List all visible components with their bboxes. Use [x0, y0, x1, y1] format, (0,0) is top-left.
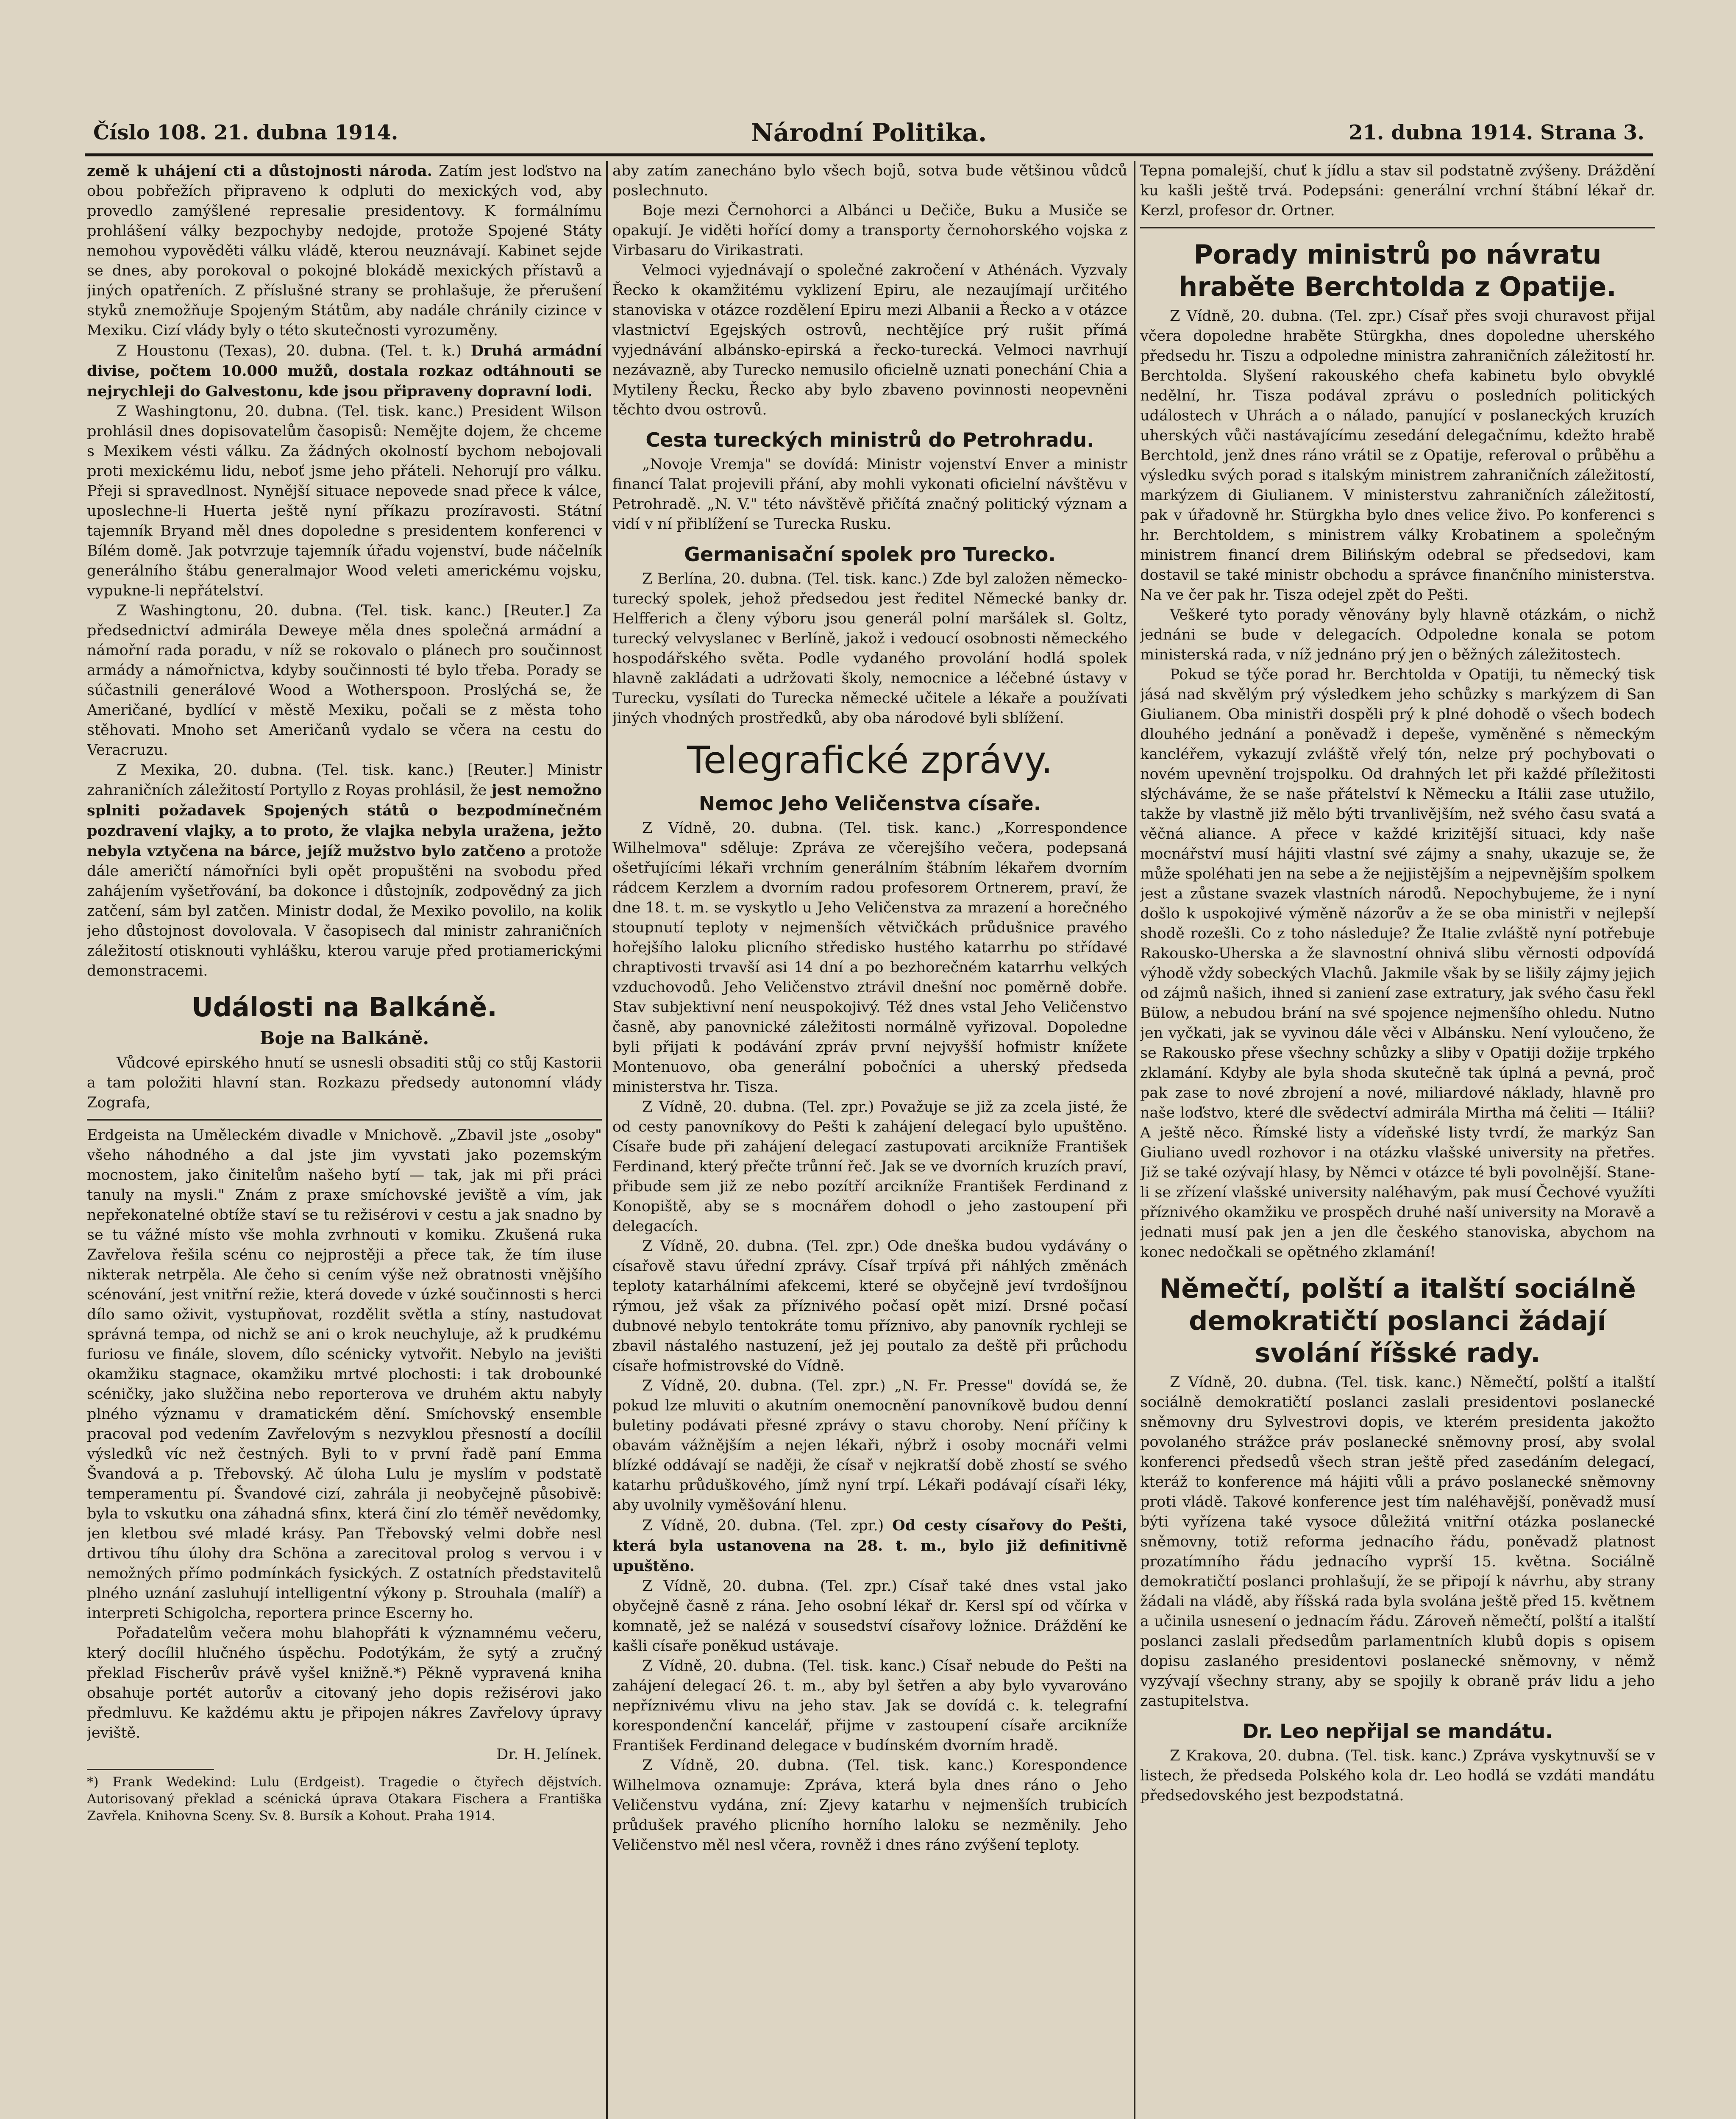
article-paragraph: Pokud se týče porad hr. Berchtolda v Opatiji, tu německý tisk jásá nad skvělým prý výsledkem jeho schůzky s markýzem di San Giulianem. Oba ministři dospěli prý k plné dohodě o všech bodech dlouhého jednání a poněvadž i depeše, vyměněné s německým kancléřem, vykazují zvláště vřelý tón, nelze prý pochybovati o novém upevnění trojspolku. Od drahných let při každé příležitosti slýcháváme, že se naše přátelství k Německu a Itálii zase utužilo, takže by vlastně již mělo býti trvanlivějším, než svého času svatá a věčná aliance. A přece v každé krizitější situaci, kdy naše mocnářství musí hájiti vlastní své zájmy a snahy, ukazuje se, že může spoléhati jen na sebe a že nejjistějším a nejpevnějším spolkem jest a zůstane svazek vlastních národů. Nepochybujeme, že i nyní došlo k uspokojivé výměně názorův a že se oba ministři v nejlepší shodě rozešli. Co z toho následuje? Že Italie zvláště nyní potřebuje Rakousko-Uherska a že slavnostní ohnivá slibu věrnosti odpovídá výhodě vždy sobeckých Vlachů. Jakmile však by se lišily zájmy jejich od zájmů našich, ihned si zaniení zase extratury, jak svého času řekl Bülow, a nebudou brání na své spojence nejmenšího ohledu. Nutno jen vyčkati, jak se vyvinou dále věci v Albánsku. Není vyloučeno, že se Rakousko přese všechny schůzky a sliby v Opatiji dožije trpkého zklamání. Kdyby ale byla shoda skutečně tak úplná a pevná, proč pak zase to nové zbrojení a nové, miliardové náklady, hlavně pro naše loďstvo, které dle svědectví admirála Mirtha má čeliti — Itálii? A ještě něco. Římské listy a vídeňské listy tvrdí, že markýz San Giuliano uvedl rozhovor i na otázku vlašské university na přetřes. Již se také ozývají hlasy, by Němci v otázce té byli povolnější. Stane-li se zřízení vlašské university naléhavým, pak musí Čechové využíti příznivého okamžiku ve prospěch druhé naší university na Moravě a jednati musí pak jen a jen dle českého stanoviska, abychom na konec nedočkali se opětného zklamání!: [1140, 666, 1655, 1261]
column-3: [1140, 161, 1655, 2119]
feuilleton-rule: [87, 1119, 602, 1121]
header-rule: [85, 153, 1653, 156]
article-paragraph: země k uhájení cti a důstojnosti národa. Zatím jest loďstvo na obou pobřežích připraveno k odpluti do mexických vod, aby provedlo zamýšlené represalie presidentovy. K formálnímu prohlášení války bezpochyby nedojde, protože Spojené Státy nemohou vypověděti válku vládě, kterou neuznávají. Kabinet sejde se dnes, aby porokoval o pokojné blokádě mexických přístavů a jiných opatřeních. Z příslušné strany se prohlašuje, že přerušení styků znemožňuje Spojeným Státům, aby nadále chránily cizince v Mexiku. Cizí vlády byly o této skutečnosti vyrozuměny.: [87, 162, 602, 339]
telegram-heading: Telegrafické zprávy.: [687, 738, 1053, 782]
masthead-title: Národní Politika.: [751, 118, 987, 147]
article-paragraph: aby zatím zanecháno bylo všech bojů, sotva bude většinou vůdců poslechnuto.: [612, 162, 1127, 199]
article-paragraph: Z Vídně, 20. dubna. (Tel. zpr.) Císař také dnes vstal jako obyčejně časně z rána. Jeho osobní lékař dr. Kersl spí od včírka v komnatě, jež se nalézá v sousedství císařovy ložnice. Dráždění ke kašli císaře poněkud ustávaje.: [612, 1578, 1127, 1655]
page-header: [85, 118, 1653, 150]
footnote: *) Frank Wedekind: Lulu (Erdgeist). Tragedie o čtyřech dějstvích. Autorisovaný překlad a scénická úprava Otakara Fischera a Františka Zavřela. Knihovna Sceny. Sv. 8. Bursík a Kohout. Praha 1914.: [87, 1774, 602, 1824]
column-divider: [606, 161, 608, 2119]
article-paragraph: Boje mezi Černohorci a Albánci u Dečiče, Buku a Musiče se opakují. Je viděti hořící domy a transporty černohorského vojska z Virbasaru do Virikastrati.: [612, 202, 1127, 259]
footnote-rule: [87, 1769, 214, 1770]
article-paragraph: Tepna pomalejší, chuť k jídlu a stav sil podstatně zvýšeny. Dráždění ku kašli ještě trvá. Podepsáni: generální vrchní štábní lékař dr. Kerzl, profesor dr. Ortner.: [1140, 162, 1655, 219]
article-paragraph: Z Vídně, 20. dubna. (Tel. tisk. kanc.) Korespondence Wilhelmova oznamuje: Zpráva, která byla dnes ráno o Jeho Veličenstvu vydána, zní: Zjevy katarhu v nejmenších trubicích průdušek pravého plicního horního laloku se nezměnily. Jeho Veličenstvo měl nesl včera, rovněž i dnes ráno zvýšení teploty.: [612, 1757, 1127, 1854]
article-paragraph: „Novoje Vremja" se dovídá: Ministr vojenství Enver a ministr financí Talat projevili přání, aby mohli vykonati oficielní návštěvu v Petrohradě. „N. V." této návštěvě přičítá značný politický význam a vidí v ní přiblížení se Turecka Rusku.: [612, 456, 1127, 533]
article-paragraph: Z Vídně, 20. dubna. (Tel. tisk. kanc.) „Korrespondence Wilhelmova" sděluje: Zpráva ze včerejšího večera, podepsaná ošetřujícími lékaři vrchním generálním štábním lékařem dvorním rádcem Kerzlem a dvorním radou profesorem Ortnerem, praví, že dne 18. t. m. se vyskytlo u Jeho Veličenstva za mrazení a horečného stoupnutí teploty v nejmenších větvičkách průdušnice pravého hořejšího laloku plicního středisko hustého katarrhu po střídavé chraptivosti trvavší asi 14 dní a po bezhorečném katarrhu velkých vzduchovodů. Jeho Veličenstvo ztrávil dnešní noc poměrně dobře. Stav subjektivní není neuspokojivý. Též dnes vstal Jeho Veličenstvo časně, aby panovnické záležitosti normálně vyřizoval. Dopoledne byli přijati k podávání zpráv první nejvyšší hofmistr knížete Montenuovo, oba generální pobočníci a uherský předseda ministerstva hr. Tisza.: [612, 820, 1127, 1096]
section-heading: Němečtí, polští a italští sociálně demokratičtí poslanci žádají svolání říšské rady.: [1159, 1273, 1636, 1368]
column-divider: [1134, 161, 1135, 2119]
column-2: [612, 161, 1127, 2119]
article-paragraph: Z Vídně, 20. dubna. (Tel. zpr.) Císař přes svoji churavost přijal včera dopoledne hraběte Stürgkha, dnes dopoledne uherského předsedu hr. Tiszu a odpoledne ministra zahraničních záležitostí hr. Berchtolda. Slyšení rakouského chefa kabinetu bylo obvyklé nedělní, hr. Tisza podával zprávu o posledních politických událostech v Uhrách a o nálado, panující v poslaneckých kruzích uherských vůči nastávajícímu zesedání delegačnímu, kdežto hrabě Berchtold, jenž dnes ráno vrátil se z Opatije, referoval o průběhu a výsledku svých porad s italským ministrem zahraničních záležitostí, markýzem di Giulianem. V ministerstvu zahraničních záležitostí, pak v úřadovně hr. Stürgkha bylo dnes velice živo. Po konferenci s hr. Berchtoldem, s ministrem války Krobatinem a společným ministrem financí drem Bilińským odebral se předsedovi, kam dostavil se také ministr obchodu a správce finančního ministerstva. Na ve čer pak hr. Tisza odejel zpět do Pešti.: [1140, 308, 1655, 603]
article-paragraph: Veškeré tyto porady věnovány byly hlavně otázkám, o nichž jednáni se bude v delegacích. Odpoledne konala se potom ministerská rada, v níž jednáno prý jen o běžných záležitostech.: [1140, 606, 1655, 663]
date-page: 21. dubna 1914. Strana 3.: [1348, 121, 1644, 145]
section-heading: Události na Balkáně.: [192, 992, 497, 1023]
article-paragraph: Z Vídně, 20. dubna. (Tel. zpr.) Od cesty císařovy do Pešti, která byla ustanovena na 28. t. m., bylo již definitivně upuštěno.: [612, 1517, 1127, 1575]
article-paragraph: Z Washingtonu, 20. dubna. (Tel. tisk. kanc.) President Wilson prohlásil dnes dopisovatelům časopisů: Nemějte dojem, že chceme s Mexikem vésti válku. Za žádných okolností bychom nebojovali proti mexickému lidu, neboť jsme jeho přáteli. Nehorují pro válku. Přeji si spravedlnost. Nynější situace nepovede snad přece k válce, uposlechne-li Huerta ještě nyní příkazu prozíravosti. Státní tajemník Bryand měl dnes dopoledne s presidentem konferenci v Bílém domě. Jak potvrzuje tajemník úřadu vojenství, bude náčelník generálního štábu generalmajor Wood veleti americkému vojsku, vypukne-li nepřátelství.: [87, 403, 602, 599]
feuilleton-paragraph: Pořadatelům večera mohu blahopřáti k významnému večeru, který docílil hlučného úspěchu. Podotýkám, že sytý a zručný překlad Fischerův právě vyšel knižně.*) Pěkně vypravená kniha obsahuje portét autorův a citovaný jeho dopis režisérovi jako předmluvu. Ke každému aktu je připojen nákres Zavřelovy úpravy jeviště.: [87, 1625, 602, 1741]
feuilleton-paragraph: Erdgeista na Uměleckém divadle v Mnichově. „Zbavil jste „osoby" všeho náhodného a dal jste jim vyvstati jako pozemským mocnostem, jako činitelům našeho bytí — tak, jak mi při práci tanuly na mysli." Znám z praxe smíchovské jeviště a vím, jak nepřekonatelné obtíže staví se tu režisérovi v cestu a jak snadno by se tu vážné místo vše mohla zvrhnouti v komiku. Zkušená ruka Zavřelova řešila scénu co nejprostěji a přece tak, že tím iluse nikterak netrpěla. Ale čeho si cením výše než obratnosti vnějšího scénování, jest vnitřní režie, která dovede v úzké součinnosti s herci dílo samo oživit, vystupňovat, rozdělit světla a stíny, nastudovat správná tempa, od nichž se ani o krok neuchyluje, až k prudkému furiosu ve finále, slovem, dílo scénicky vytvořit. Nebylo na jevišti okamžiku stagnace, okamžiku mrtvé plochosti: i tak drobounké scéničky, jako služčina nebo reporterova ve druhém aktu nabyly plného významu v dramatickém dění. Smíchovský ensemble pracoval pod vedením Zavřelovým s nezvyklou přesností a docílil výsledků víc než čestných. Byli to v první řadě paní Emma Švandová a p. Třebovský. Ač úloha Lulu je myslím v podstatě temperamentu pí. Švandové cizí, zahrála ji neobyčejně působivě: byla to vskutku ona záhadná sfinx, která činí zlo téměř nevědomky, jen kletbou své mladé krásy. Pan Třebovský velmi dobře nesl drtivou tíhu úlohy dra Schöna a zarecitoval prolog s vervou i v nemožných přímo podmínkách fysických. Z ostatních představitelů plného uznání zasluhují intelligentní výkony p. Strouhala (malíř) a interpreti Schigolcha, reportera prince Escerny ho.: [87, 1127, 602, 1622]
section-subheading: Boje na Balkáně.: [259, 1028, 429, 1048]
article-paragraph: Velmoci vyjednávají o společné zakročení v Athénách. Vyzvaly Řecko k okamžitému vyklizení Epiru, ale nezaujímají určitého stanoviska v otázce rozdělení Epiru mezi Albanii a Řecko a v otázce vlastnictví Egejských ostrovů, nechtějíce prý rušit přímá vyjednávání albánsko-epirská a řecko-turecká. Velmoci navrhují nezávazně, aby Turecko nemusilo oficielně uznati ponechání Chia a Mytileny Řecku, Řecko aby bylo zbaveno povinnosti neopevněni těchto dvou ostrovů.: [612, 262, 1127, 418]
article-paragraph: Vůdcové epirského hnutí se usnesli obsaditi stůj co stůj Kastorii a tam položiti hlavní stan. Rozkazu předsedy autonomní vlády Zografa,: [87, 1054, 602, 1111]
article-paragraph: Z Vídně, 20. dubna. (Tel. tisk. kanc.) Němečtí, polští a italští sociálně demokratičtí poslanci zaslali presidentovi poslanecké sněmovny dru Sylvestrovi dopis, ve kterém presidenta jakožto povolaného strážce práv poslanecké sněmovny prosí, aby svolal konferenci předsedů všech stran ještě před zasedáním delegací, kteráž to konference má hájiti vůli a právo poslanecké sněmovny proti vládě. Takové konference jest tím naléhavější, poněvadž musí býti vyřízena také vysoce důležitá vnitřní otázka poslanecké sněmovny, totiž reforma jednacího řádu, poněvadž platnost prozatímního řádu jednacího vyprší 15. května. Sociálně demokratičtí poslanci prohlašují, že se připojí k návrhu, aby strany žádali na vládě, aby říšská rada byla svolána ještě před 15. květnem a učinila usnesení o jednacím řádu. Zároveň němečtí, polští a italští poslanci zaslali předsedům parlamentních klubů dopis s opisem dopisu zaslaného presidentovi poslanecké sněmovny, v němž vyzývají všechny strany, aby se spojily k obraně práv lidu a jeho zastupitelstva.: [1140, 1374, 1655, 1710]
article-paragraph: Z Vídně, 20. dubna. (Tel. tisk. kanc.) Císař nebude do Pešti na zahájení delegací 26. t. m., aby byl šetřen a aby bylo vyvarováno nepříznivému vlivu na jeho stav. Jak se dovídá c. k. telegrafní korespondenční kancelář, přijme v zastoupení císaře arcikníže František Ferdinand delegace v budínském dvorním hradě.: [612, 1657, 1127, 1754]
column-1: [87, 161, 602, 2119]
article-paragraph: Z Berlína, 20. dubna. (Tel. tisk. kanc.) Zde byl založen německo-turecký spolek, jehož předsedou jest ředitel Německé banky dr. Helfferich a členy výboru jsou generál polní maršálek sl. Goltz, turecký velvyslanec v Berlíně, jakož i vedoucí osobnosti německého hospodářského světa. Podle vydaného provolání hodlá spolek hlavně zakládati a udržovati školy, nemocnice a léčebné ústavy v Turecku, vysílati do Turecka německé učitele a lékaře a používati jiných vhodných prostředků, aby oba národové byli sblížení.: [612, 570, 1127, 727]
article-paragraph: Z Houstonu (Texas), 20. dubna. (Tel. t. k.) Druhá armádní divise, počtem 10.000 mužů, dostala rozkaz odtáhnouti se nejrychleji do Galvestonu, kde jsou připraveny dopravní lodi.: [87, 342, 602, 400]
section-rule: [1140, 227, 1655, 228]
issue-info: Číslo 108. 21. dubna 1914.: [93, 121, 398, 145]
section-heading: Germanisační spolek pro Turecko.: [684, 543, 1056, 566]
section-heading: Cesta tureckých ministrů do Petrohradu.: [645, 428, 1094, 451]
section-heading: Dr. Leo nepřijal se mandátu.: [1242, 1720, 1553, 1743]
article-paragraph: Z Vídně, 20. dubna. (Tel. zpr.) Považuje se již za zcela jisté, že od cesty panovníkovy do Pešti k zahájení delegací bylo upuštěno. Císaře bude při zahájení delegací zastupovati arcikníže František Ferdinand, který přečte trůnní řeč. Jak se ve dvorních kruzích praví, přibude sem již ze nebo pozítří arcikníže František Ferdinand z Konopiště, aby se s mocnářem dohodl o jeho zastoupení při delegacích.: [612, 1098, 1127, 1235]
article-paragraph: Z Krakova, 20. dubna. (Tel. tisk. kanc.) Zpráva vyskytnuvší se v listech, že předseda Polského kola dr. Leo hodlá se vzdáti mandátu předsedovského jest bezpodstatná.: [1140, 1747, 1655, 1804]
section-heading: Nemoc Jeho Veličenstva císaře.: [698, 792, 1041, 815]
article-paragraph: Z Vídně, 20. dubna. (Tel. zpr.) Ode dneška budou vydávány o císařově stavu úřední zprávy. Císař trpívá při náhlých změnách teploty katarhálními afekcemi, které se obyčejně jeví tvrdošíjnou rýmou, jež však za příznivého počasí opět mizí. Drsné počasí dubnové nebylo tentokráte tomu příznivo, aby panovník rychleji se zbavil nástalého nastuzení, jež jej poutalo za deště při průchodu císaře hofmistrovské do Vídně.: [612, 1238, 1127, 1374]
article-paragraph: Z Mexika, 20. dubna. (Tel. tisk. kanc.) [Reuter.] Ministr zahraničních záležitostí Portyllo z Royas prohlásil, že jest nemožno splniti požadavek Spojených států o bezpodmínečném pozdravení vlajky, a to proto, že vlajka nebyla uražena, ježto nebyla vztyčena na bárce, jejíž mužstvo bylo zatčeno a protože dále američtí námořníci byli opět propuštěni na svobodu před zahájením vyšetřování, ba dokonce i důstojník, zodpovědný za jich zatčení, sám byl zatčen. Ministr dodal, že Mexiko povolilo, na kolik jeho důstojnost dovolovala. V časopisech dal ministr zahraničních záležitostí otisknouti vyhlášku, kterou varuje před protiamerickými demonstracemi.: [87, 762, 602, 979]
article-paragraph: Z Washingtonu, 20. dubna. (Tel. tisk. kanc.) [Reuter.] Za předsednictví admirála Deweye měla dnes společná armádní a námořní rada poradu, v níž se rokovalo o plánech pro součinnost armády a námořnictva, kdyby součinnosti té bylo třeba. Porady se súčastnili generálové Wood a Wotherspoon. Proslýchá se, že Američané, bydlící v městě Mexiku, počali se z města toho stěhovati. Mnoho set Američanů vydalo se včera na cestu do Veracruzu.: [87, 602, 602, 759]
article-paragraph: Z Vídně, 20. dubna. (Tel. zpr.) „N. Fr. Presse" dovídá se, že pokud lze mluviti o akutním onemocnění panovníkově budou denní buletiny podávati přesné zprávy o stavu choroby. Není příčiny k obavám vážnějším a nejen lékaři, nýbrž i osoby mocnáři velmi blízké oddávají se naději, že císař v nejkratší době zhostí se svého katarhu průduškového, jímž nyní trpí. Lékaři podávají císaři léky, aby uvolnily vyměšování hlenu.: [612, 1377, 1127, 1514]
author-signature: Dr. H. Jelínek.: [496, 1746, 602, 1763]
section-heading: Porady ministrů po návratu hraběte Berchtolda z Opatije.: [1179, 239, 1616, 302]
